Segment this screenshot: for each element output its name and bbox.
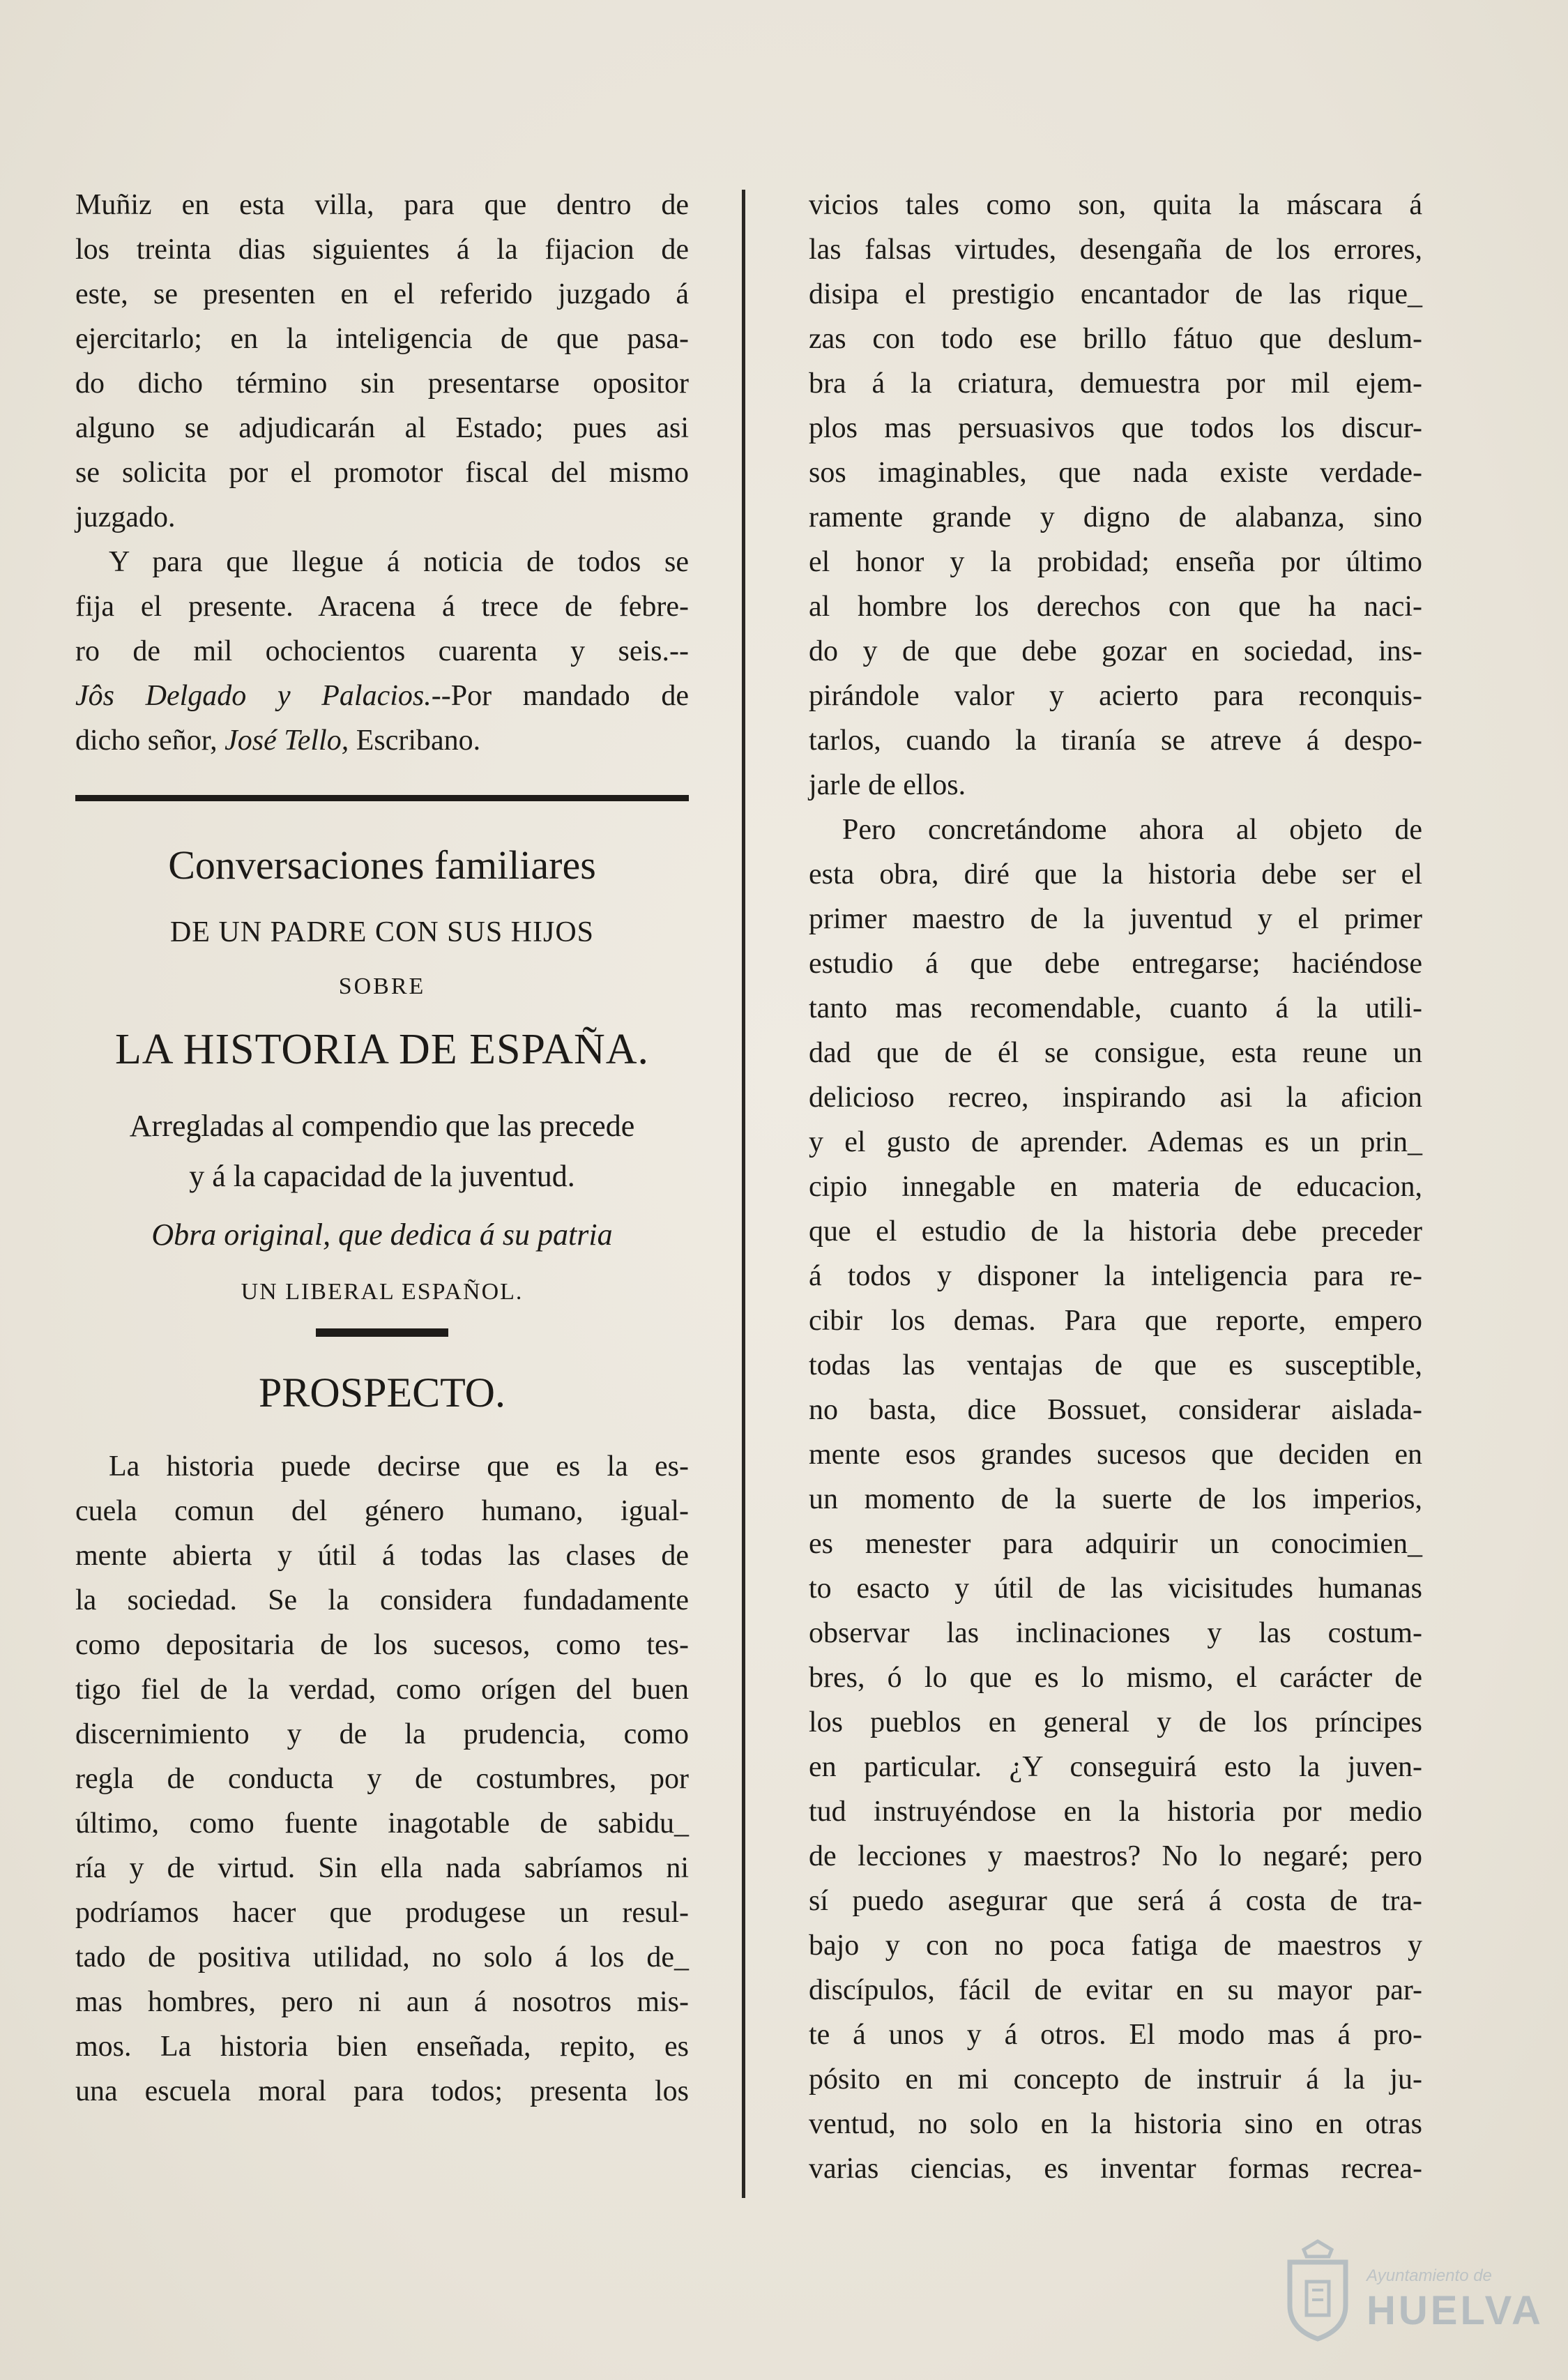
- heading-main: LA HISTORIA DE ESPAÑA.: [114, 1026, 650, 1073]
- text-line: Pero concretándome ahora al objeto de: [842, 814, 1422, 846]
- text-line: vicios tales como son, quita la máscara á: [809, 189, 1422, 221]
- text-line: al hombre los derechos con que ha naci-: [809, 591, 1422, 623]
- text-line: dad que de él se consigue, esta reune un: [809, 1037, 1422, 1069]
- signatory-name: Jôs Delgado y Palacios.: [75, 680, 432, 712]
- text-line: tud instruyéndose en la historia por medio: [809, 1796, 1422, 1828]
- prospecto-paragraph: [75, 1444, 689, 2114]
- text-line: ventud, no solo en la historia sino en otras: [809, 2108, 1422, 2140]
- text-line: regla de conducta y de costumbres, por: [75, 1763, 689, 1795]
- text-line: mente abierta y útil á todas las clases de: [75, 1540, 689, 1572]
- text-line: zas con todo ese brillo fátuo que deslum-: [809, 323, 1422, 355]
- text-line: La historia puede decirse que es la es-: [109, 1450, 689, 1483]
- signature-text: Escribano.: [349, 725, 481, 757]
- text-line: sí puedo asegurar que será á costa de tra-: [809, 1885, 1422, 1917]
- heading-connector: SOBRE: [338, 973, 426, 999]
- huelva-watermark: [1276, 2238, 1544, 2343]
- text-line: Muñiz en esta villa, para que dentro de: [75, 189, 689, 221]
- article-heading: [75, 839, 689, 1420]
- text-line: último, como fuente inagotable de sabidu_: [75, 1807, 689, 1840]
- text-line: es menester para adquirir un conocimien_: [809, 1528, 1422, 1560]
- text-line: pósito en mi concepto de instruir á la ju-: [809, 2063, 1422, 2095]
- signature-text: dicho señor,: [75, 725, 225, 757]
- text-line: do dicho término sin presentarse opositor: [75, 367, 689, 400]
- text-line: primer maestro de la juventud y el primer: [809, 903, 1422, 935]
- text-line: bres, ó lo que es lo mismo, el carácter de: [809, 1662, 1422, 1694]
- right-paragraph-1: [809, 183, 1422, 808]
- text-line: Y para que llegue á noticia de todos se: [109, 546, 689, 578]
- text-line: en particular. ¿Y conseguirá esto la juven-: [809, 1751, 1422, 1783]
- text-line: do y de que debe gozar en sociedad, ins-: [809, 635, 1422, 667]
- signature-text: --Por mandado de: [431, 680, 689, 712]
- text-line: alguno se adjudicarán al Estado; pues asi: [75, 412, 689, 444]
- text-line: y el gusto de aprender. Ademas es un prin_: [809, 1126, 1422, 1158]
- text-line: fija el presente. Aracena á trece de febre-: [75, 591, 689, 623]
- text-line: te á unos y á otros. El modo mas á pro-: [809, 2019, 1422, 2051]
- signature-line-1: [75, 674, 689, 718]
- text-line: todas las ventajas de que es susceptible,: [809, 1349, 1422, 1381]
- text-line: sos imaginables, que nada existe verdade-: [809, 457, 1422, 489]
- text-line: el honor y la probidad; enseña por último: [809, 546, 1422, 578]
- prospecto-heading: PROSPECTO.: [258, 1370, 506, 1416]
- text-line: mente esos grandes sucesos que deciden en: [809, 1439, 1422, 1471]
- text-line: juzgado.: [75, 501, 176, 533]
- text-line: pirándole valor y acierto para reconquis-: [809, 680, 1422, 712]
- clerk-name: José Tello,: [224, 725, 349, 757]
- text-line: que el estudio de la historia debe preceder: [809, 1215, 1422, 1248]
- text-line: tanto mas recomendable, cuanto á la utili-: [809, 992, 1422, 1024]
- text-line: ramente grande y digno de alabanza, sino: [809, 501, 1422, 533]
- text-line: discernimiento y de la prudencia, como: [75, 1718, 689, 1750]
- heading-description: Arregladas al compendio que las precede: [129, 1109, 635, 1143]
- text-line: á todos y disponer la inteligencia para re-: [809, 1260, 1422, 1292]
- text-line: como depositaria de los sucesos, como tes-: [75, 1629, 689, 1661]
- notice-paragraph: [75, 540, 689, 763]
- text-line: un momento de la suerte de los imperios,: [809, 1483, 1422, 1515]
- text-line: ro de mil ochocientos cuarenta y seis.--: [75, 635, 689, 667]
- text-line: mas hombres, pero ni aun á nosotros mis-: [75, 1986, 689, 2018]
- text-line: tigo fiel de la verdad, como orígen del buen: [75, 1674, 689, 1706]
- right-column: [809, 183, 1422, 2191]
- watermark-city: HUELVA: [1367, 2288, 1544, 2333]
- text-line: cibir los demas. Para que reporte, empero: [809, 1305, 1422, 1337]
- text-line: estudio á que debe entregarse; haciéndose: [809, 948, 1422, 980]
- continuation-paragraph: [75, 183, 689, 540]
- text-line: tado de positiva utilidad, no solo á los de_: [75, 1941, 689, 1973]
- text-line: tarlos, cuando la tiranía se atreve á despo-: [809, 725, 1422, 757]
- text-line: ría y de virtud. Sin ella nada sabríamos ni: [75, 1852, 689, 1884]
- text-line: plos mas persuasivos que todos los discur-: [809, 412, 1422, 444]
- text-line: varias ciencias, es inventar formas recrea-: [809, 2153, 1422, 2185]
- short-rule: [316, 1328, 448, 1337]
- coat-of-arms-icon: [1276, 2238, 1360, 2342]
- heading-author: UN LIBERAL ESPAÑOL.: [241, 1279, 524, 1305]
- right-paragraph-2: [809, 808, 1422, 2191]
- text-line: mos. La historia bien enseñada, repito, es: [75, 2031, 689, 2063]
- text-line: ejercitarlo; en la inteligencia de que pasa-: [75, 323, 689, 355]
- text-line: delicioso recreo, inspirando asi la aficion: [809, 1082, 1422, 1114]
- left-column: [75, 183, 689, 2114]
- text-line: to esacto y útil de las vicisitudes humanas: [809, 1572, 1422, 1605]
- text-line: de lecciones y maestros? No lo negaré; pero: [809, 1840, 1422, 1872]
- text-line: podríamos hacer que produgese un resul-: [75, 1897, 689, 1929]
- text-line: bra á la criatura, demuestra por mil ejem-: [809, 367, 1422, 400]
- text-line: no basta, dice Bossuet, considerar aislada-: [809, 1394, 1422, 1426]
- heading-dedication: Obra original, que dedica á su patria: [151, 1218, 613, 1252]
- heading-description: y á la capacidad de la juventud.: [189, 1159, 575, 1193]
- text-line: los treinta dias siguientes á la fijacion de: [75, 234, 689, 266]
- text-line: bajo y con no poca fatiga de maestros y: [809, 1930, 1422, 1962]
- text-line: observar las inclinaciones y las costum-: [809, 1617, 1422, 1649]
- heading-title: Conversaciones familiares: [168, 842, 596, 888]
- text-line: cipio innegable en materia de educacion,: [809, 1171, 1422, 1203]
- text-line: una escuela moral para todos; presenta los: [75, 2075, 689, 2107]
- text-line: cuela comun del género humano, igual-: [75, 1495, 689, 1527]
- text-line: se solicita por el promotor fiscal del mismo: [75, 457, 689, 489]
- text-line: esta obra, diré que la historia debe ser el: [809, 858, 1422, 890]
- text-line: disipa el prestigio encantador de las rique_: [809, 278, 1422, 310]
- text-line: los pueblos en general y de los príncipes: [809, 1706, 1422, 1738]
- watermark-text: Ayuntamiento de: [1367, 2266, 1492, 2285]
- heading-subtitle: DE UN PADRE CON SUS HIJOS: [169, 916, 595, 948]
- column-divider: [742, 190, 745, 2198]
- section-rule: [75, 795, 689, 801]
- text-line: la sociedad. Se la considera fundadamente: [75, 1584, 689, 1616]
- text-line: las falsas virtudes, desengaña de los errores,: [809, 234, 1422, 266]
- text-line: jarle de ellos.: [809, 769, 966, 801]
- signature-line-2: [75, 718, 689, 763]
- text-line: este, se presenten en el referido juzgado á: [75, 278, 689, 310]
- text-line: discípulos, fácil de evitar en su mayor par-: [809, 1974, 1422, 2006]
